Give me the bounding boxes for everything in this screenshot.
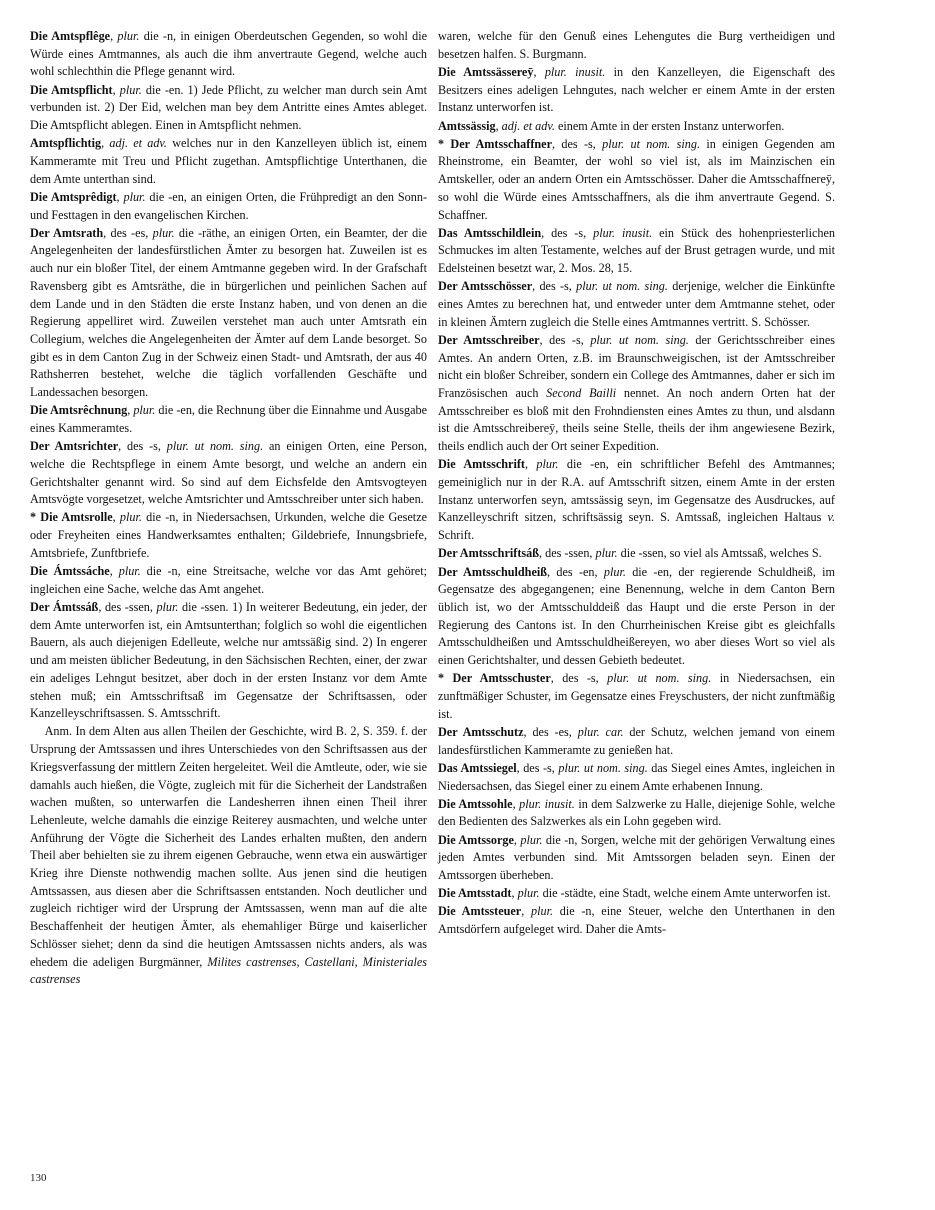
entry-headword: Der Amtsrichter [30,439,119,454]
dictionary-entry [438,136,835,225]
right-column [438,28,835,939]
entry-text: die -n, in Niedersachsen, Urkunden, welche die Gesetze oder Freyheiten eines Handwerksamtes enthalten; Gildebriefe, Innungsbriefe, Amtsbriefe, Zunftbriefe. [30,510,428,560]
entry-headword: Die Amtsprêdigt [30,189,117,204]
dictionary-entry [438,564,835,670]
left-column [30,28,427,989]
entry-headword: Der Amtsschriftsáß [438,546,539,561]
entry-text: die -n, in einigen Oberdeutschen Gegenden, so wohl die Würde eines Amtmannes, als auch die ihm anvertraute Gegend, welche auch wohl schlechthin die Pflege genannt wird. [30,29,427,79]
entry-genitive: , des -s, [551,136,596,151]
entry-headword: Die Amtssässereӯ [438,64,534,79]
entry-genitive: , des -ssen, [98,600,153,614]
entry-text: waren, welche für den Genuß eines Lehengutes die Burg vertheidigen und besetzen halfen. S. Burgmann. [438,29,835,61]
dictionary-entry [30,438,427,509]
entry-headword: Die Amtspflicht [30,82,113,97]
entry-grammar: plur. [517,886,540,901]
entry-text: die -en, die Rechnung über die Einnahme und Ausgabe eines Kammeramtes. [30,403,427,435]
entry-grammar: plur. [595,546,618,561]
entry-grammar: plur. [156,600,179,614]
entry-text: die -ssen. 1) In weiterer Bedeutung, ein jeder, der dem Amte unterworfen ist, ein Amtsunterthan; folglich so wohl die eigentlichen Bauern, als auch diejenigen Edelleute, welche nur amtssäßig sind. 2) In engerer und am meisten üblicher Bedeutung, in den Sächsischen Rechten, einer, der zwar ein adeliges Lehngut besitzet, aber doch in der ersten Instanz vor dem Amte stehen muß; ein Amtsschriftsaß im Gegensatze der Schriftsassen, oder Kanzelleyschriftsassen. S. Amtsschrift. [30,600,428,721]
entry-headword: Der Amtsschreiber [438,332,540,347]
entry-genitive: , des -s, [550,671,599,686]
entry-text: die -räthe, an einigen Orten, ein Beamter, der die Angelegenheiten der landesfürstlichen Ämter zu besorgen hat. Zuweilen ist es auch nur ein bloßer Titel, der einem Amtmanne gegeben wird. In der Grafschaft Ravensberg gibt es Amtsräthe, die in bürgerlichen und peinlichen Sachen auf dem Lande und in den Städten die erste Instanz haben, und von denen an die Regierung appelliret wird. Zuweilen verstehet man auch unter Amtsrath ein Collegium, welches die Angelegenheiten der Ämter auf dem Lande besorget. So gibt es in dem Canton Zug in der Schweiz einen Stadt- und Amtsrath, der aus 40 Rathsherren bestehet, welche die täglich vorfallenden Geschäfte und Landessachen besorgen. [30,225,428,400]
dictionary-entry: Die Amtsprêdigt, plur. die -en, an einigen Orten, die Frühpredigt an den Sonn- und Festtagen in den evangelischen Kirchen. [30,189,428,222]
entry-text: Schrift. [438,528,475,543]
dictionary-entry: Die Amtssässereӯ, plur. inusit. in den Kanzelleyen, die Eigenschaft des Besitzers eines adeligen Lehngutes, nach welcher er einem Amte in der ersten Instanz unterworfen ist. [438,64,836,115]
entry-grammar: plur. [118,564,141,579]
entry-headword: Die Amtsrêchnung [30,403,128,418]
entry-italic-term: v. [827,510,836,525]
entry-grammar: plur. [119,510,142,525]
entry-italic-term: Milites castrenses, Castellani, Ministeriales castrenses [30,954,427,987]
entry-grammar: plur. car. [577,724,624,739]
entry-text: in den Kanzelleyen, die Eigenschaft des Besitzers eines adeligen Lehngutes, nach welcher er einem Amte in der ersten Instanz unterworfen ist. [438,64,836,115]
dictionary-entry: Die Ámtssáche, plur. die -n, eine Streitsache, welche vor das Amt gehöret; ingleichen eine Sache, welche das Amt angehet. [30,564,427,596]
entry-genitive: , des -s, [532,279,572,294]
entry-text: die -n, Sorgen, welche mit der gehörigen Verwaltung eines jeden Amtes verbunden sind. Mit Amtssorgen beladen seyn. Einen der Amtssorgen überheben. [438,832,836,883]
entry-text: die -en, der regierende Schuldheiß, im Gegensatze des abgegangenen; eine Benennung, welche in dem Canton Bern üblich ist, wo der Amtsschulddeiß das Haupt und die erste Person in der Regierung des Cantons ist. In den Churrheinischen Kreise gibt es gleichfalls Amtsschuldheißen und Amtsschuldheißereyen, wo aber dieses Wort so viel als einen Gerichtshalter, und dessen Gebieth bedeutet. [438,564,835,668]
entry-genitive: , des -es, [523,724,572,739]
entry-genitive: , des -s, [539,332,584,347]
entry-text: die -n, eine Streitsache, welche vor das Amt gehöret; ingleichen eine Sache, welche das Amt angehet. [30,564,427,596]
entry-grammar: plur. ut nom. sing. [590,332,689,347]
entry-headword: Die Amtsschrift [438,457,525,472]
entry-headword: * Der Amtsschaffner [438,136,552,151]
dictionary-entry: Die Amtsrêchnung, plur. die -en, die Rechnung über die Einnahme und Ausgabe eines Kammeramtes. [30,403,427,435]
dictionary-entry: Die Amtssorge, plur. die -n, Sorgen, welche mit der gehörigen Verwaltung eines jeden Amtes verbunden sind. Mit Amtssorgen beladen seyn. Einen der Amtssorgen überheben. [438,832,836,883]
entry-grammar: adj. et adv. [501,118,555,133]
dictionary-entry [438,670,835,723]
entry-text: die -ssen, so viel als Amtssaß, welches S. [620,546,822,561]
entry-headword: Die Ámtssáche [30,564,110,579]
entry-grammar: plur. [117,29,140,43]
entry-genitive: , des -s, [118,439,161,454]
entry-grammar: plur. inusit. [593,225,653,240]
entry-genitive: , des -es, [103,225,149,240]
entry-text: an einigen Orten, eine Person, welche die Rechtspflege in einem Amte besorgt, und welche an andern ein Gerichtshalter genannt wird. So sind auf dem Eichsfelde den Amtsvogteyen Amtsvögte vorgesetzet, welche Amtsrichter und Amtsschreiber unter sich haben. [30,439,427,507]
entry-headword: Das Amtssiegel [438,760,517,775]
entry-grammar: plur. [531,904,554,919]
dictionary-entry [438,545,835,563]
dictionary-entry [30,599,427,723]
dictionary-entry: Die Amtssohle, plur. inusit. in dem Salzwerke zu Halle, diejenige Sohle, welche den Bedienten des Salzwerkes als ein Lohn gegeben wird. [438,796,836,829]
entry-headword: Amtssässig [438,118,496,133]
dictionary-entry: Die Amtsschrift, plur. die -en, ein schriftlicher Befehl des Amtmannes; gemeiniglich nur in der R.A. auf Amtsschrift sitzen, einem Amte in der ersten Instanz unterworfen seyn, amtssässig seyn, im Gegensatze des Ausdruckes, auf Kanzelleyschrift sitzen, schriftsässig seyn. S. Amtssaß, ingleichen Haltaus v. Schrift. [438,457,836,543]
entry-grammar: plur. [603,564,626,579]
entry-grammar: plur. inusit. [519,796,575,811]
dictionary-entry: Die Amtspflicht, plur. die -en. 1) Jede Pflicht, zu welcher man durch sein Amt verbunden ist. 2) Der Eid, welchen man bey dem Antritte eines Amtes ableget. Die Amtspflicht ablegen. Einen in Amtspflicht nehmen. [30,82,428,133]
entry-text: Anm. In dem Alten aus allen Theilen der Geschichte, wird B. 2, S. 359. f. der Ursprung der Amtssassen und ihres Unterschiedes von den Schriftsassen aus der Kriegsverfassung der mittlern Zeiten hergeleitet. Weil die Amtleute, oder, wie sie damahls auch hießen, die Vögte, zugleich mit für die Sicherheit der Landstraßen wachen mußten, so unterwarfen die Landesherren ihnen einen Theil ihrer Lehenleute, welche damahls die einzige Reiterey ausmachten, und welche unter Anführung der Vögte die Sicherheit des Landes erhalten mußten, den andern Theil aber behielten sie zu ihrem eigenen Gebrauche, wenn etwa ein auswärtiger Krieg ihre Dienste nothwendig machen sollte. Aus jenen sind die heutigen Amtssassen, aus diesen aber die Schriftsassen entstanden. Noch deutlicher und zugleich richtiger wird der Ursprung der Amtssassen, wenn man auf die alte Beschaffenheit der heutigen Ämter, als ehemahliger Bürge und kaiserlicher Schlösser siehet; denn da sind die heutigen Amtssassen nichts anders, als was ehedem die adeligen Burgmänner, [30,724,427,969]
entry-text: nennet. An noch andern Orten hat der Amtsschreiber es bloß mit den Frohndiensten eines Amtes zu thun, und alsdann ist die Amtsschreibereӯ, theils seine Stelle, theils der ihm angewiesene Bezirk, theils endlich auch der Ort seiner Expedition. [438,386,835,454]
entry-genitive: , des -s, [516,760,555,775]
entry-grammar: plur. [520,832,543,847]
dictionary-entry: Die Amtsstadt, plur. die -städte, eine Stadt, welche einem Amte unterworfen ist. [438,886,831,901]
entry-text: der Gerichtsschreiber eines Amtes. An andern Orten, z.B. im Braunschweigischen, ist der Amtsschreiber nicht ein bloßer Schreiber, sondern ein College des Amtmannes, daher er sich im Französischen auch [438,332,836,401]
dictionary-entry: Amtspflichtig, adj. et adv. welches nur in den Kanzelleyen üblich ist, einem Kammeramte mit Treu und Pflicht zugethan. Amtspflichtige Unterthanen, die dem Amte unterthan sind. [30,136,428,186]
entry-grammar: plur. [123,189,146,204]
entry-text: die -n, eine Steuer, welche den Unterthanen in den Amtsdörfern aufgeleget wird. Daher die Amts- [438,904,836,937]
dictionary-entry: * Die Amtsrolle, plur. die -n, in Niedersachsen, Urkunden, welche die Gesetze oder Freyheiten eines Handwerksamtes enthalten; Gildebriefe, Innungsbriefe, Amtsbriefe, Zunftbriefe. [30,510,428,560]
entry-headword: * Der Amtsschuster [438,671,551,686]
dictionary-entry: Die Amtssteuer, plur. die -n, eine Steuer, welche den Unterthanen in den Amtsdörfern aufgeleget wird. Daher die Amts- [438,904,836,937]
entry-grammar: plur. ut nom. sing. [558,760,648,775]
entry-text: das Siegel eines Amtes, ingleichen in Niedersachsen, das Siegel einer zu einem Amte erhabenen Innung. [438,760,836,793]
entry-text: die -en, an einigen Orten, die Frühpredigt an den Sonn- und Festtagen in den evangelischen Kirchen. [30,189,428,222]
entry-headword: Die Amtssorge [438,832,514,847]
entry-headword: Der Ámtssáß [30,600,99,614]
entry-continuation [30,723,427,989]
entry-grammar: plur. [152,225,175,240]
entry-text: ein Stück des hohenpriesterlichen Schmuckes im alten Testamente, welches auf der Brust getragen wurde, und mit Edelsteinen besetzt war, 2. Mos. 28, 15. [438,225,835,276]
entry-continuation [438,28,835,63]
entry-grammar: plur. ut nom. sing. [576,279,668,294]
entry-grammar: adj. et adv. [109,136,167,151]
entry-genitive: , des -en, [547,564,598,579]
entry-headword: Der Amtsrath [30,225,104,240]
entry-headword: Die Amtspflêge [30,29,111,43]
entry-headword: Die Amtssteuer [438,904,522,919]
entry-grammar: plur. [119,82,142,97]
entry-grammar: plur. ut nom. sing. [602,136,701,151]
dictionary-entry [438,760,835,795]
entry-text: die -en, ein schriftlicher Befehl des Amtmannes; gemeiniglich nur in der R.A. auf Amtsschrift sitzen, einem Amte in der ersten Instanz unterworfen seyn, amtssässig seyn, im Gegensatze des Ausdruckes, auf Kanzelleyschrift sitzen, schriftsässig seyn. S. Amtssaß, ingleichen Haltaus [438,457,835,525]
entry-grammar: plur. ut nom. sing. [166,439,264,454]
entry-text: die -städte, eine Stadt, welche einem Amte unterworfen ist. [542,886,831,901]
entry-genitive: , des -s, [541,225,587,240]
entry-text: der Schutz, welchen jemand von einem landesfürstlichen Kammeramte zu genießen hat. [438,724,836,757]
dictionary-entry: Die Amtspflêge, plur. die -n, in einigen Oberdeutschen Gegenden, so wohl die Würde eines Amtmannes, als auch die ihm anvertraute Gegend, welche auch wohl schlechthin die Pflege genannt wird. [30,29,427,79]
dictionary-entry [438,278,835,331]
entry-headword: Die Amtsstadt [438,886,512,901]
dictionary-entry [438,225,835,278]
entry-grammar: plur. ut nom. sing. [607,671,712,686]
entry-text: einem Amte in der ersten Instanz unterworfen. [557,118,785,133]
entry-text: in Niedersachsen, ein zunftmäßiger Schuster, im Gegensatze eines Freyschusters, der nicht zunftmäßig ist. [438,671,836,721]
entry-genitive: , des -ssen, [539,546,593,561]
entry-text: welches nur in den Kanzelleyen üblich ist, einem Kammeramte mit Treu und Pflicht zugethan. Amtspflichtige Unterthanen, die dem Amte unterthan sind. [30,136,428,186]
entry-text: derjenige, welcher die Einkünfte eines Amtes zu berechnen hat, und entweder unter dem Amtmanne stehet, oder in kleinen Ämtern zugleich die Stelle eines Amtmannes vertritt. S. Schösser. [438,279,836,329]
entry-text: in einigen Gegenden am Rheinstrome, ein Beamter, der wohl so viel ist, als im Mainzischen ein Amtskeller, oder an andern Orten ein Amtsschösser. Daher die Amtsschaffnereӯ, so wohl die Würde eines Amtsschaffners, als die ihm anvertraute Gegend. S. Schaffner. [438,136,836,222]
dictionary-entry [438,332,835,456]
entry-grammar: plur. inusit. [544,64,606,79]
entry-headword: Die Amtssohle [438,796,513,811]
entry-italic-term: Second Bailli [546,386,617,401]
entry-headword: Amtspflichtig [30,136,102,151]
entry-grammar: plur. [133,403,156,418]
dictionary-entry: Amtssässig, adj. et adv. einem Amte in der ersten Instanz unterworfen. [438,118,785,133]
entry-grammar: plur. [536,457,559,472]
entry-headword: Der Amtsschösser [438,279,533,294]
dictionary-entry [438,724,835,759]
entry-headword: Das Amtsschildlein [438,225,542,240]
entry-headword: * Die Amtsrolle [30,510,113,525]
page-number: 130 [30,1172,47,1184]
entry-headword: Der Amtsschutz [438,724,524,739]
entry-text: in dem Salzwerke zu Halle, diejenige Sohle, welche den Bedienten des Salzwerkes als ein Lohn gegeben wird. [438,796,836,829]
dictionary-entry [30,225,427,402]
entry-headword: Der Amtsschuldheiß [438,564,548,579]
entry-text: die -en. 1) Jede Pflicht, zu welcher man durch sein Amt verbunden ist. 2) Der Eid, welchen man bey dem Antritte eines Amtes ableget. Die Amtspflicht ablegen. Einen in Amtspflicht nehmen. [30,82,428,133]
